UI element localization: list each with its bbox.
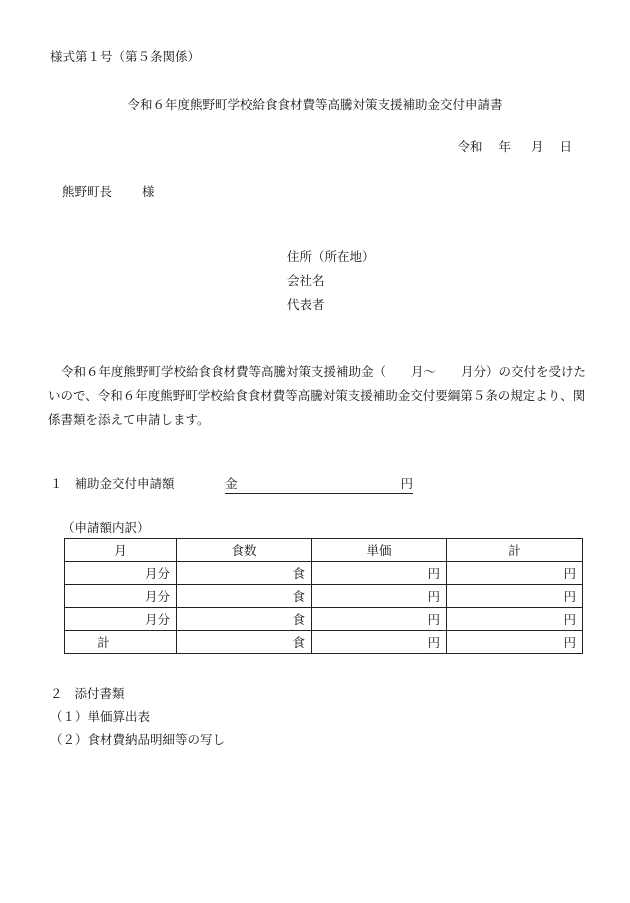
application-statement: 令和６年度熊野町学校給食食材費等高騰対策支援補助金（ 月～ 月分）の交付を受けたいので、令和６年度熊野町学校給食食材費等高騰対策支援補助金交付要綱第５条の規定より、関係書類を添えて申請します。 [48, 364, 587, 427]
date-month: 月 [530, 139, 544, 154]
table-total-row [65, 631, 583, 654]
date-era: 令和 [457, 139, 483, 154]
cell-total[interactable]: 円 [447, 631, 583, 654]
attachment-item: （２）食材費納品明細等の写し [50, 732, 226, 747]
cell-total-label: 計 [65, 631, 177, 654]
applicant-representative-label: 代表者 [287, 297, 325, 312]
applicant-company-label: 会社名 [287, 273, 325, 288]
cell-total[interactable]: 円 [447, 562, 583, 585]
date-day: 日 [559, 139, 572, 154]
cell-meals[interactable]: 食 [177, 562, 312, 585]
section-2-label: 添付書類 [74, 686, 125, 701]
cell-month[interactable]: 月分 [65, 585, 177, 608]
cell-unit-price[interactable]: 円 [312, 562, 447, 585]
table-row [65, 585, 583, 608]
header-meals: 食数 [177, 539, 312, 562]
addressee [62, 182, 155, 200]
table-header-row [65, 539, 583, 562]
amount-unit: 円 [400, 476, 413, 491]
cell-unit-price[interactable]: 円 [312, 585, 447, 608]
section-1-number: １ [50, 476, 63, 491]
addressee-name: 熊野町長 [62, 184, 113, 199]
breakdown-title: （申請額内訳） [62, 520, 150, 535]
section-2-number: ２ [50, 686, 63, 701]
table-row [65, 562, 583, 585]
form-number-label: 様式第１号（第５条関係） [50, 49, 201, 64]
document-title: 令和６年度熊野町学校給食食材費等高騰対策支援補助金交付申請書 [127, 97, 503, 112]
addressee-honorific: 様 [142, 184, 155, 199]
cell-meals[interactable]: 食 [177, 631, 312, 654]
cell-total[interactable]: 円 [447, 585, 583, 608]
date-line [457, 137, 572, 155]
amount-field[interactable] [225, 474, 413, 494]
applicant-address-label: 住所（所在地） [287, 249, 375, 264]
section-2-heading [50, 684, 124, 702]
cell-total[interactable]: 円 [447, 608, 583, 631]
table-row [65, 608, 583, 631]
cell-meals[interactable]: 食 [177, 608, 312, 631]
cell-month[interactable]: 月分 [65, 608, 177, 631]
date-year: 年 [498, 139, 511, 154]
cell-meals[interactable]: 食 [177, 585, 312, 608]
header-total: 計 [447, 539, 583, 562]
amount-prefix: 金 [225, 476, 238, 491]
header-unit-price: 単価 [312, 539, 447, 562]
breakdown-table [64, 538, 583, 654]
section-1-heading [50, 474, 224, 492]
attachment-item: （１）単価算出表 [50, 709, 151, 724]
header-month: 月 [65, 539, 177, 562]
cell-unit-price[interactable]: 円 [312, 631, 447, 654]
cell-month[interactable]: 月分 [65, 562, 177, 585]
section-1-label: 補助金交付申請額 [74, 476, 175, 491]
cell-unit-price[interactable]: 円 [312, 608, 447, 631]
